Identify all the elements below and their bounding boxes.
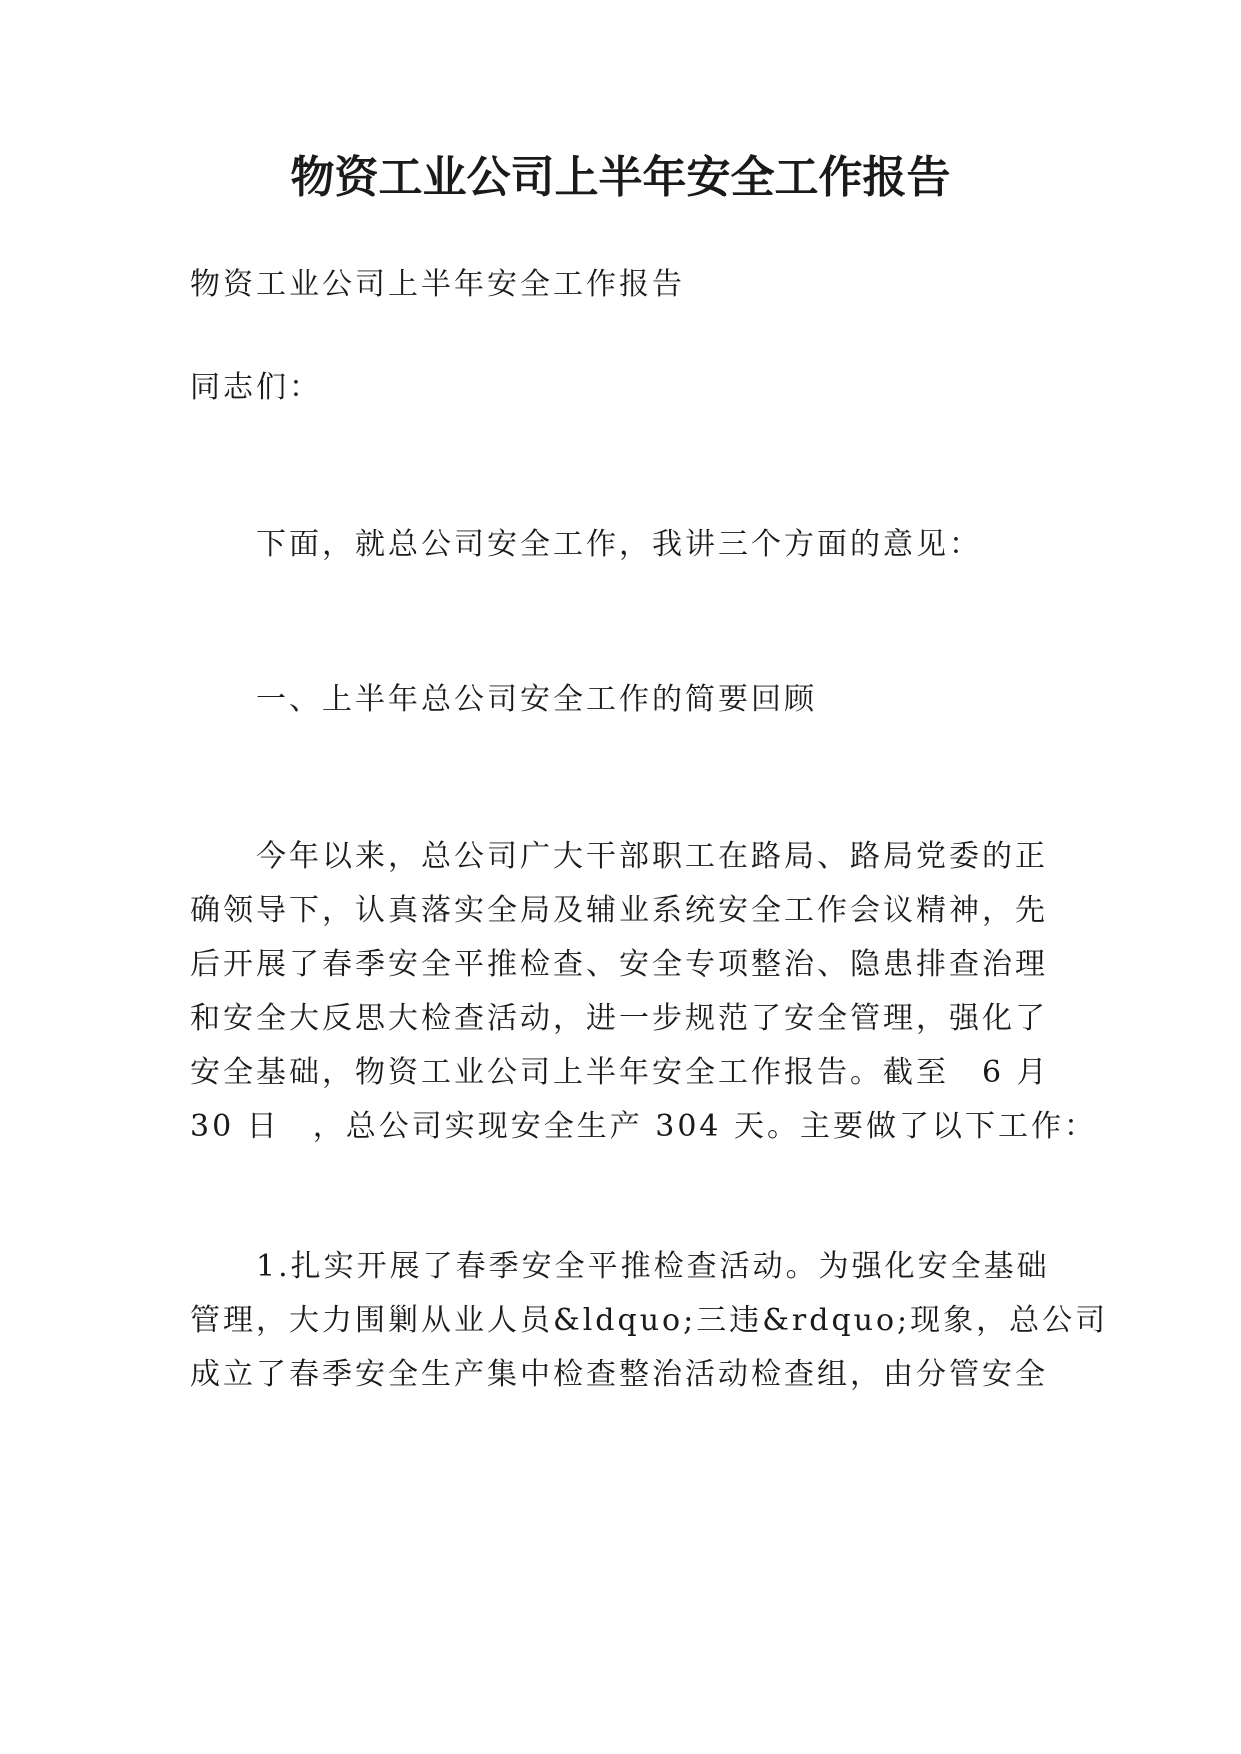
paragraph-line: 1.扎实开展了春季安全平推检查活动。为强化安全基础: [256, 1249, 1050, 1284]
paragraph-review: [190, 830, 1098, 1154]
paragraph-line: 30 日 ，总公司实现安全生产 304 天。主要做了以下工作：: [190, 1109, 1098, 1144]
paragraph-line: 安全基础，物资工业公司上半年安全工作报告。截至 6 月: [190, 1055, 1050, 1090]
paragraph-line: 成立了春季安全生产集中检查整治活动检查组，由分管安全: [190, 1357, 1048, 1392]
paragraph-item-1: [190, 1240, 1109, 1402]
paragraph-line: 今年以来，总公司广大干部职工在路局、路局党委的正: [256, 839, 1048, 874]
paragraph-line: 和安全大反思大检查活动，进一步规范了安全管理，强化了: [190, 1001, 1048, 1036]
section-heading: 一、上半年总公司安全工作的简要回顾: [256, 682, 817, 717]
intro-paragraph: 下面，就总公司安全工作，我讲三个方面的意见：: [256, 527, 982, 562]
document-subtitle: 物资工业公司上半年安全工作报告: [190, 267, 685, 302]
paragraph-line: 后开展了春季安全平推检查、安全专项整治、隐患排查治理: [190, 947, 1048, 982]
paragraph-line: 确领导下，认真落实全局及辅业系统安全工作会议精神，先: [190, 893, 1048, 928]
document-title: 物资工业公司上半年安全工作报告: [290, 152, 951, 203]
greeting: 同志们：: [190, 370, 322, 405]
paragraph-line: 管理，大力围剿从业人员&ldquo;三违&rdquo;现象，总公司: [190, 1303, 1109, 1338]
